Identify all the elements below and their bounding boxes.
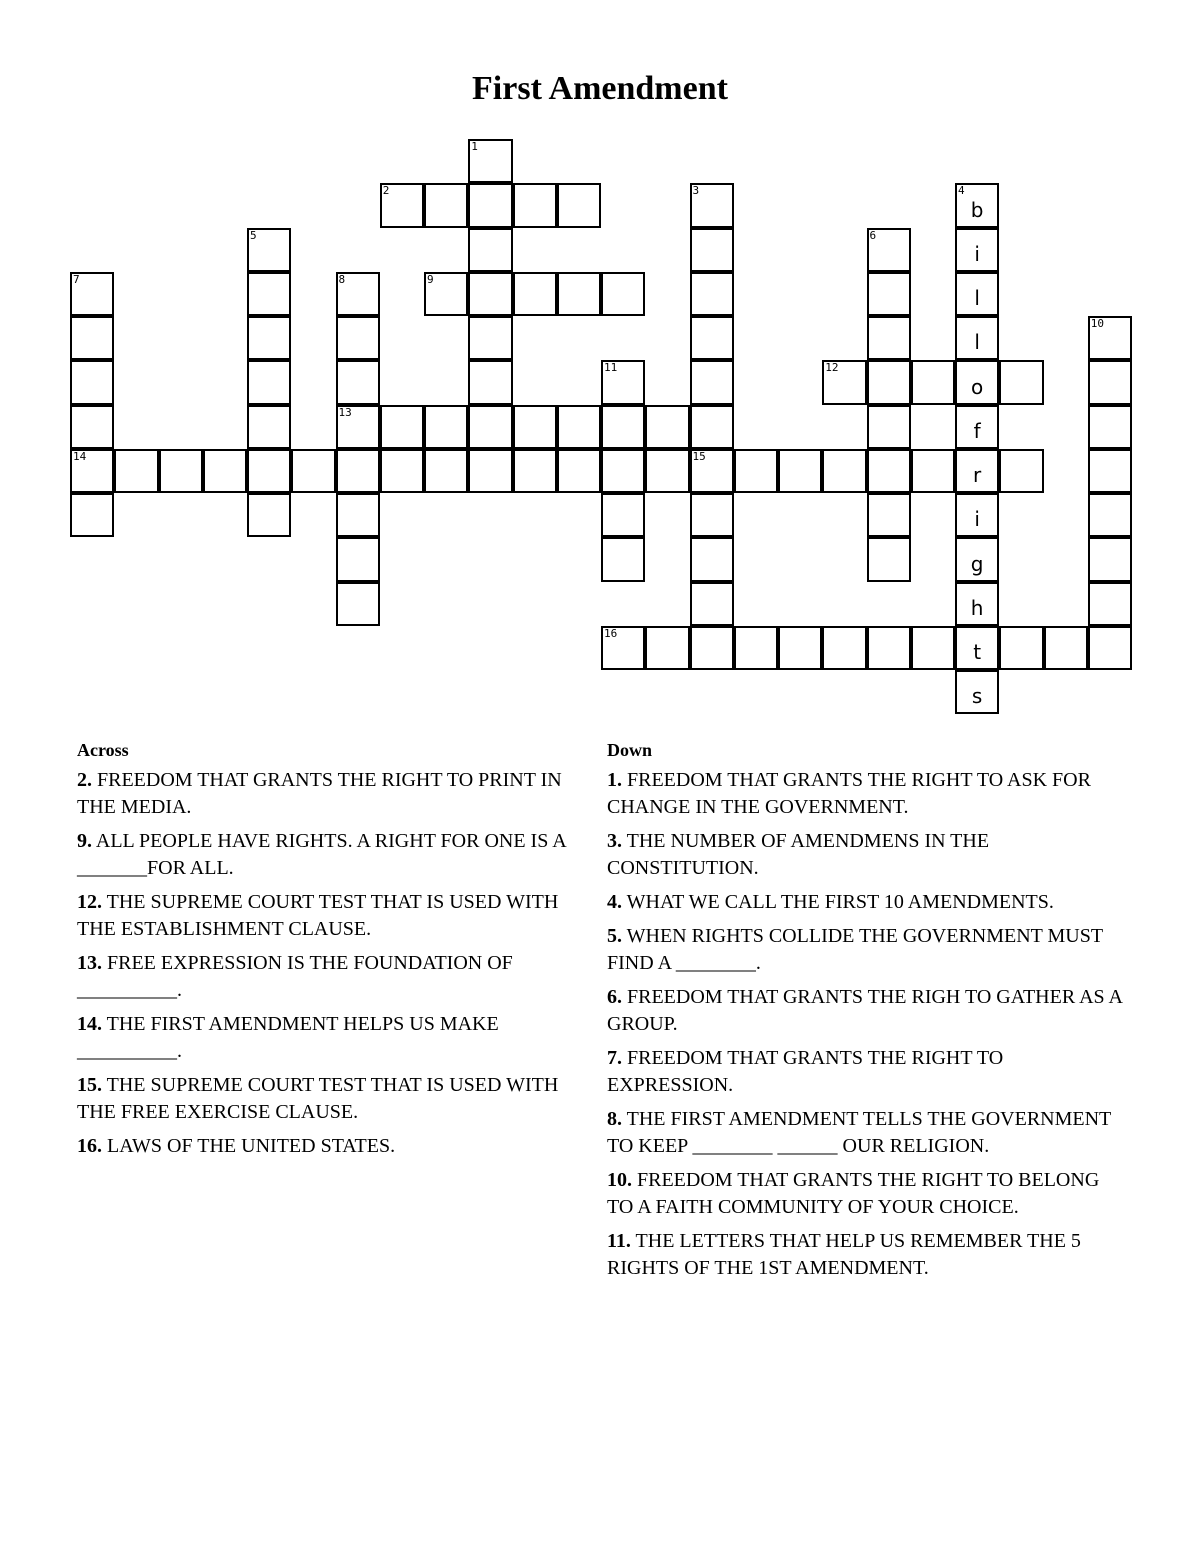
grid-cell[interactable] <box>203 449 247 493</box>
grid-cell[interactable] <box>734 626 778 670</box>
grid-cell[interactable] <box>70 316 114 360</box>
clue-number: 9. <box>77 830 92 852</box>
clue-number: 16. <box>77 1135 102 1157</box>
grid-cell[interactable] <box>424 405 468 449</box>
grid-cell[interactable] <box>1088 493 1132 537</box>
grid-cell[interactable] <box>468 183 512 227</box>
cell-number: 8 <box>338 272 346 286</box>
clue-text: FREEDOM THAT GRANTS THE RIGHT TO BELONG TO A FAITH COMMUNITY OF YOUR CHOICE. <box>607 1169 1100 1218</box>
down-clue <box>607 1045 1127 1099</box>
grid-cell[interactable] <box>70 449 114 493</box>
grid-cell[interactable] <box>247 493 291 537</box>
grid-cell[interactable] <box>690 493 734 537</box>
cell-number: 4 <box>958 184 965 198</box>
grid-cell[interactable] <box>645 626 689 670</box>
cell-letter: h <box>970 595 984 620</box>
clue-text: THE SUPREME COURT TEST THAT IS USED WITH THE ESTABLISHMENT CLAUSE. <box>77 891 559 940</box>
grid-cell[interactable] <box>955 626 999 670</box>
down-clue <box>607 923 1127 977</box>
clue-text: THE NUMBER OF AMENDMENS IN THE CONSTITUTION. <box>607 830 990 879</box>
grid-cell[interactable] <box>424 272 468 316</box>
clue-number: 7. <box>607 1047 622 1069</box>
grid-cell[interactable] <box>557 183 601 227</box>
grid-cell[interactable] <box>690 626 734 670</box>
grid-cell[interactable] <box>955 537 999 581</box>
cell-letter: b <box>970 197 984 222</box>
grid-cell[interactable] <box>955 493 999 537</box>
down-clue <box>607 1228 1127 1282</box>
down-clue <box>607 984 1127 1038</box>
clue-text: FREEDOM THAT GRANTS THE RIGHT TO PRINT IN THE MEDIA. <box>77 769 562 818</box>
grid-cell[interactable] <box>822 360 866 404</box>
cell-letter: t <box>973 640 982 664</box>
grid-cell[interactable] <box>70 405 114 449</box>
cell-number: 12 <box>825 361 839 375</box>
grid-cell[interactable] <box>247 360 291 404</box>
grid-cell[interactable] <box>336 449 380 493</box>
cell-number: 13 <box>338 405 352 419</box>
across-clue <box>77 889 597 943</box>
cell-number: 9 <box>427 272 434 286</box>
grid-cell[interactable] <box>601 405 645 449</box>
cell-number: 6 <box>869 228 877 242</box>
cell-letter: l <box>974 286 980 310</box>
grid-cell[interactable] <box>336 493 380 537</box>
cell-letter: o <box>971 374 984 399</box>
grid-cell[interactable] <box>468 272 512 316</box>
grid-cell[interactable] <box>955 360 999 404</box>
across-clue-list <box>77 767 597 1160</box>
grid-cell[interactable] <box>999 360 1043 404</box>
grid-cell[interactable] <box>955 228 999 272</box>
clue-text: LAWS OF THE UNITED STATES. <box>102 1135 396 1157</box>
grid-cell[interactable] <box>955 316 999 360</box>
grid-cell[interactable] <box>557 449 601 493</box>
grid-cell[interactable] <box>955 670 999 714</box>
down-clues <box>607 740 1127 1289</box>
clue-number: 3. <box>607 830 622 852</box>
clue-number: 4. <box>607 891 622 913</box>
clue-text: THE FIRST AMENDMENT HELPS US MAKE __________. <box>77 1013 499 1062</box>
clue-text: THE SUPREME COURT TEST THAT IS USED WITH THE FREE EXERCISE CLAUSE. <box>77 1074 559 1123</box>
clue-text: THE LETTERS THAT HELP US REMEMBER THE 5 RIGHTS OF THE 1ST AMENDMENT. <box>607 1230 1081 1279</box>
cell-number: 3 <box>692 184 700 198</box>
grid-cell[interactable] <box>601 626 645 670</box>
grid-cell[interactable] <box>911 626 955 670</box>
down-clue <box>607 767 1127 821</box>
cell-number: 1 <box>471 140 478 153</box>
grid-cell[interactable] <box>336 405 380 449</box>
clue-number: 2. <box>77 769 92 791</box>
grid-cell[interactable] <box>1088 360 1132 404</box>
down-clue <box>607 889 1127 916</box>
grid-cell[interactable] <box>867 360 911 404</box>
clue-number: 1. <box>607 769 622 791</box>
clue-text: THE FIRST AMENDMENT TELLS THE GOVERNMENT TO KEEP ________ ______ OUR RELIGION. <box>607 1108 1111 1157</box>
cell-number: 14 <box>73 449 87 463</box>
grid-cell[interactable] <box>557 272 601 316</box>
cell-number: 2 <box>382 184 390 198</box>
grid-cell[interactable] <box>247 316 291 360</box>
grid-cell[interactable] <box>601 537 645 581</box>
grid-cell[interactable] <box>778 449 822 493</box>
grid-cell[interactable] <box>1088 626 1132 670</box>
clue-number: 5. <box>607 925 622 947</box>
grid-cell[interactable] <box>690 183 734 227</box>
grid-cell[interactable] <box>70 493 114 537</box>
grid-cell[interactable] <box>867 493 911 537</box>
grid-cell[interactable] <box>911 360 955 404</box>
down-heading: Down <box>607 740 653 760</box>
grid-cell[interactable] <box>557 405 601 449</box>
grid-cell[interactable] <box>601 272 645 316</box>
cell-number: 16 <box>604 626 618 640</box>
down-clue-list <box>607 767 1127 1282</box>
grid-cell[interactable] <box>1088 316 1132 360</box>
grid-cell[interactable] <box>336 360 380 404</box>
grid-cell[interactable] <box>1088 405 1132 449</box>
cell-letter: g <box>970 551 984 576</box>
clue-number: 14. <box>77 1013 102 1035</box>
grid-cell[interactable] <box>955 449 999 493</box>
grid-cell[interactable] <box>601 360 645 404</box>
cell-letter: f <box>973 418 981 443</box>
grid-cell[interactable] <box>955 183 999 227</box>
grid-cell[interactable] <box>380 449 424 493</box>
grid-cell[interactable] <box>911 449 955 493</box>
across-clue <box>77 950 597 1004</box>
grid-cell[interactable] <box>690 228 734 272</box>
grid-cell[interactable] <box>867 316 911 360</box>
crossword-grid <box>70 139 1132 731</box>
grid-cell[interactable] <box>645 405 689 449</box>
grid-cell[interactable] <box>468 405 512 449</box>
clue-text: WHAT WE CALL THE FIRST 10 AMENDMENTS. <box>622 891 1054 913</box>
grid-cell[interactable] <box>336 316 380 360</box>
grid-cell[interactable] <box>424 183 468 227</box>
grid-cell[interactable] <box>513 405 557 449</box>
grid-cell[interactable] <box>247 228 291 272</box>
clue-text: FREEDOM THAT GRANTS THE RIGHT TO EXPRESSION. <box>607 1047 1004 1096</box>
grid-cell[interactable] <box>380 183 424 227</box>
clue-number: 13. <box>77 952 102 974</box>
across-clue <box>77 1011 597 1065</box>
grid-cell[interactable] <box>822 449 866 493</box>
clue-number: 8. <box>607 1108 622 1130</box>
grid-cell[interactable] <box>690 405 734 449</box>
grid-cell[interactable] <box>867 405 911 449</box>
clue-text: ALL PEOPLE HAVE RIGHTS. A RIGHT FOR ONE IS A _______FOR ALL. <box>77 830 566 879</box>
grid-cell[interactable] <box>690 582 734 626</box>
clue-text: FREEDOM THAT GRANTS THE RIGHT TO ASK FOR CHANGE IN THE GOVERNMENT. <box>607 769 1091 818</box>
cell-letter: i <box>974 241 980 266</box>
grid-cell[interactable] <box>867 626 911 670</box>
grid-cell[interactable] <box>247 449 291 493</box>
across-heading: Across <box>77 740 129 760</box>
grid-cell[interactable] <box>1088 537 1132 581</box>
down-clue <box>607 1167 1127 1221</box>
grid-cell[interactable] <box>955 582 999 626</box>
grid-cell[interactable] <box>380 405 424 449</box>
clue-text: FREE EXPRESSION IS THE FOUNDATION OF __________. <box>77 952 513 1001</box>
grid-cell[interactable] <box>867 537 911 581</box>
grid-cell[interactable] <box>867 449 911 493</box>
clue-number: 11. <box>607 1230 631 1252</box>
grid-cell[interactable] <box>601 493 645 537</box>
grid-cell[interactable] <box>955 405 999 449</box>
grid-cell[interactable] <box>690 360 734 404</box>
page-title: First Amendment <box>472 70 728 107</box>
across-clues <box>77 740 597 1167</box>
grid-cell[interactable] <box>468 316 512 360</box>
grid-cell[interactable] <box>1088 449 1132 493</box>
cell-number: 11 <box>604 361 618 375</box>
down-clue <box>607 1106 1127 1160</box>
grid-cell[interactable] <box>867 272 911 316</box>
clue-number: 12. <box>77 891 102 913</box>
grid-cell[interactable] <box>114 449 158 493</box>
grid-cell[interactable] <box>734 449 778 493</box>
grid-cell[interactable] <box>291 449 335 493</box>
grid-cell[interactable] <box>999 449 1043 493</box>
cell-number: 10 <box>1090 317 1104 330</box>
grid-cell[interactable] <box>247 272 291 316</box>
grid-cell[interactable] <box>70 360 114 404</box>
grid-cell[interactable] <box>513 449 557 493</box>
down-clue <box>607 828 1127 882</box>
grid-cell[interactable] <box>424 449 468 493</box>
grid-cell[interactable] <box>645 449 689 493</box>
grid-cell[interactable] <box>955 272 999 316</box>
grid-cell[interactable] <box>336 582 380 626</box>
grid-cell[interactable] <box>468 360 512 404</box>
grid-cell[interactable] <box>468 139 512 183</box>
cell-letter: i <box>974 507 980 532</box>
grid-cell[interactable] <box>513 272 557 316</box>
grid-cell[interactable] <box>1088 582 1132 626</box>
clue-text: WHEN RIGHTS COLLIDE THE GOVERNMENT MUST FIND A ________. <box>607 925 1103 974</box>
grid-cell[interactable] <box>690 316 734 360</box>
grid-cell[interactable] <box>690 449 734 493</box>
clue-number: 15. <box>77 1074 102 1096</box>
grid-cell[interactable] <box>1044 626 1088 670</box>
clue-number: 6. <box>607 986 622 1008</box>
across-clue <box>77 1133 597 1160</box>
grid-cell[interactable] <box>867 228 911 272</box>
grid-cell[interactable] <box>999 626 1043 670</box>
cell-number: 7 <box>73 272 80 286</box>
grid-cell[interactable] <box>690 537 734 581</box>
grid-cell[interactable] <box>778 626 822 670</box>
cell-number: 5 <box>250 228 257 242</box>
across-clue <box>77 767 597 821</box>
grid-cell[interactable] <box>601 449 645 493</box>
cell-letter: s <box>971 684 983 709</box>
across-clue <box>77 828 597 882</box>
grid-cell[interactable] <box>159 449 203 493</box>
grid-cell[interactable] <box>513 183 557 227</box>
grid-cell[interactable] <box>468 228 512 272</box>
across-clue <box>77 1072 597 1126</box>
grid-cell[interactable] <box>247 405 291 449</box>
grid-cell[interactable] <box>336 272 380 316</box>
clue-number: 10. <box>607 1169 632 1191</box>
grid-cell[interactable] <box>468 449 512 493</box>
cell-letter: l <box>974 330 980 355</box>
grid-cell[interactable] <box>70 272 114 316</box>
cell-number: 15 <box>692 449 706 463</box>
grid-cell[interactable] <box>690 272 734 316</box>
clue-text: FREEDOM THAT GRANTS THE RIGH TO GATHER AS A GROUP. <box>607 986 1122 1035</box>
grid-cell[interactable] <box>822 626 866 670</box>
cell-letter: r <box>973 463 982 487</box>
grid-cell[interactable] <box>336 537 380 581</box>
